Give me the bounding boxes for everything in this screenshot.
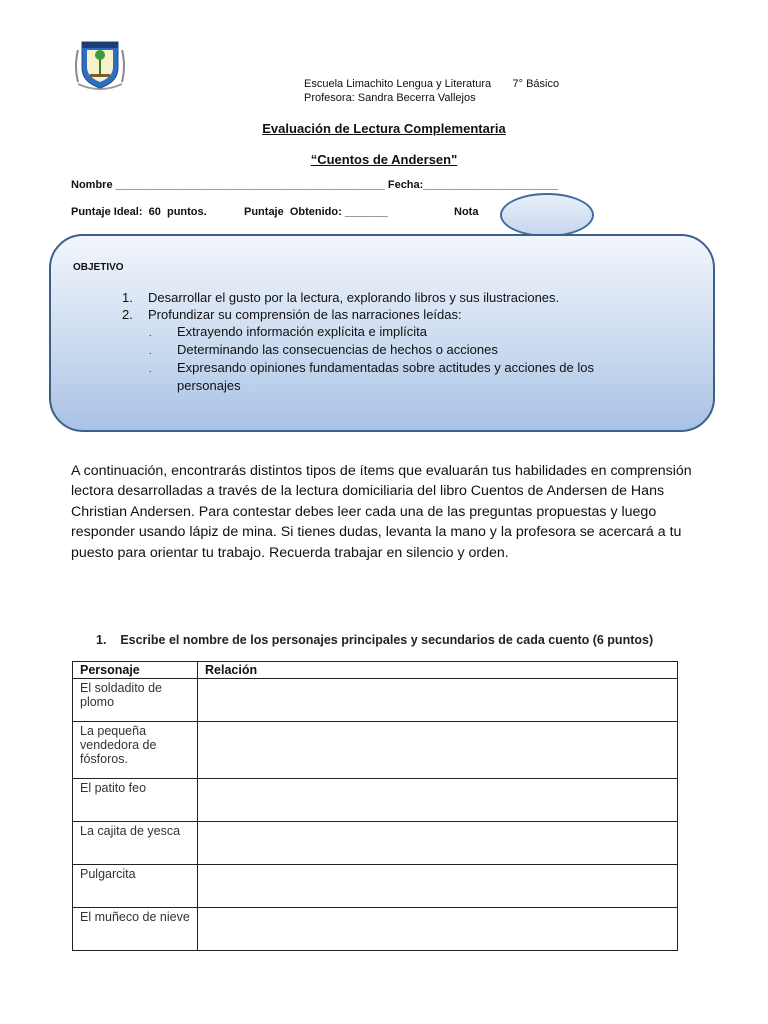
- personaje-cell: El patito feo: [73, 779, 198, 822]
- objetivo-item-2-text: Profundizar su comprensión de las narraciones leídas:: [148, 307, 462, 322]
- page-title: Evaluación de Lectura Complementaria: [262, 121, 506, 136]
- relacion-cell[interactable]: [198, 679, 678, 722]
- table-row: [73, 679, 678, 722]
- bullet: .: [149, 364, 152, 374]
- objetivo-item-2: [122, 307, 462, 322]
- bullet: .: [149, 346, 152, 356]
- score-obtained[interactable]: Puntaje Obtenido: _______: [244, 206, 388, 218]
- objetivo-subitem-3-text: Expresando opiniones fundamentadas sobre actitudes y acciones de los: [177, 360, 594, 375]
- nota-label: Nota: [454, 206, 479, 218]
- relacion-cell[interactable]: [198, 908, 678, 951]
- objetivo-item-1: [122, 290, 559, 305]
- objetivo-subitem-2: [149, 342, 498, 357]
- school-crest-logo: [72, 36, 128, 92]
- instructions-paragraph: A continuación, encontrarás distintos tipos de ítems que evaluarán tus habilidades en comprensión lectora desarrolladas a través de la lectura domiciliaria del libro Cuentos de Andersen de Hans Christian Andersen. Para contestar debes leer cada una de las preguntas propuestas y luego responder usando lápiz de mina. Si tienes dudas, levanta la mano y la profesora se acercará a tu puesto para orientar tu trabajo. Recuerda trabajar en silencio y orden.: [71, 463, 692, 561]
- table-row: [73, 722, 678, 779]
- score-ideal: Puntaje Ideal: 60 puntos.: [71, 206, 207, 218]
- objetivo-item-2-number: 2.: [122, 307, 133, 322]
- school-line: Escuela Limachito Lengua y Literatura 7° Básico: [304, 78, 560, 90]
- table-header-relacion: Relación: [198, 662, 678, 679]
- question-1: 1. Escribe el nombre de los personajes principales y secundarios de cada cuento (6 puntos): [96, 633, 654, 647]
- personaje-cell: El muñeco de nieve: [73, 908, 198, 951]
- table-row: [73, 865, 678, 908]
- objetivo-subitem-1-text: Extrayendo información explícita e implícita: [177, 324, 428, 339]
- name-date-line[interactable]: Nombre ____________________________________________ Fecha:______________________: [71, 179, 558, 191]
- objetivo-subitem-3-continuation: personajes: [177, 378, 241, 393]
- objetivo-subitem-2-text: Determinando las consecuencias de hechos o acciones: [177, 342, 498, 357]
- relacion-cell[interactable]: [198, 865, 678, 908]
- personaje-cell: Pulgarcita: [73, 865, 198, 908]
- objetivo-item-1-text: Desarrollar el gusto por la lectura, explorando libros y sus ilustraciones.: [148, 290, 560, 305]
- table-header-personaje: Personaje: [73, 662, 198, 679]
- table-row: [73, 779, 678, 822]
- nota-oval[interactable]: [500, 193, 594, 237]
- table-header-row: [73, 662, 678, 679]
- bullet: .: [149, 328, 152, 338]
- personaje-cell: La cajita de yesca: [73, 822, 198, 865]
- relacion-cell[interactable]: [198, 779, 678, 822]
- book-title: “Cuentos de Andersen": [310, 152, 458, 167]
- relacion-cell[interactable]: [198, 822, 678, 865]
- personaje-cell: El soldadito de plomo: [73, 679, 198, 722]
- objetivo-subitem-3: [149, 360, 594, 375]
- table-row: [73, 822, 678, 865]
- characters-table: [72, 661, 678, 951]
- teacher-line: Profesora: Sandra Becerra Vallejos: [304, 92, 476, 104]
- objetivo-box: [49, 234, 715, 432]
- personaje-cell: La pequeña vendedora de fósforos.: [73, 722, 198, 779]
- table-row: [73, 908, 678, 951]
- relacion-cell[interactable]: [198, 722, 678, 779]
- objetivo-title: OBJETIVO: [73, 262, 124, 273]
- objetivo-item-1-number: 1.: [122, 290, 133, 305]
- objetivo-subitem-1: [149, 324, 427, 339]
